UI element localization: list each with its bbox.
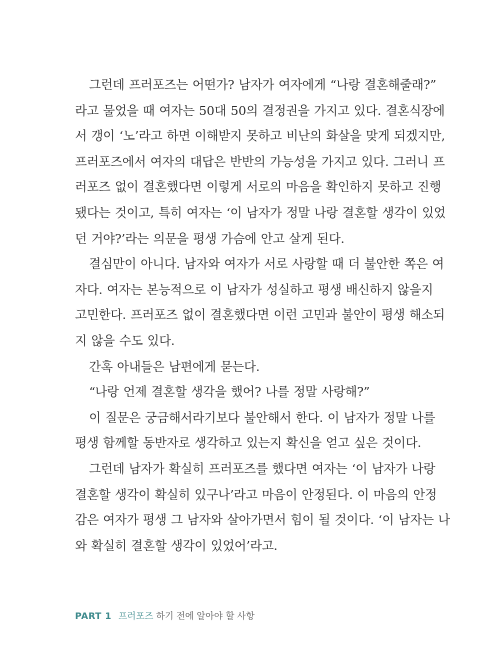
text-line: 간혹 아내들은 남편에게 묻는다. — [89, 358, 260, 374]
body-text — [75, 72, 450, 558]
text-line: 자다. 여자는 본능적으로 이 남자가 성실하고 평생 배신하지 않을지 — [75, 281, 434, 297]
text-line: 지 않을 수도 있다. — [75, 332, 175, 348]
paragraph-3 — [75, 354, 430, 380]
text-line: 프러포즈에서 여자의 대답은 반반의 가능성을 가지고 있다. 그러니 프 — [75, 153, 445, 169]
footer-keyword: 프러포즈 — [118, 612, 154, 622]
text-line: 결심만이 아니다. 남자와 여자가 서로 사랑할 때 더 불안한 쪽은 여 — [89, 256, 444, 272]
text-line: 됐다는 것이고, 특히 여자는 ‘이 남자가 정말 나랑 결혼할 생각이 있었 — [75, 204, 446, 220]
text-line: 감은 여자가 평생 그 남자와 살아가면서 힘이 될 것이다. ‘이 남자는 나 — [75, 512, 450, 528]
footer-title: 하기 전에 알아야 할 사항 — [156, 612, 255, 622]
text-line: 서 갱이 ‘노’라고 하면 이해받지 못하고 비난의 화살을 맞게 되겠지만, — [75, 128, 445, 144]
text-line: 고민한다. 프러포즈 없이 결혼했다면 이런 고민과 불안이 평생 해소되 — [75, 307, 445, 323]
paragraph-6 — [75, 456, 450, 558]
text-line: 와 확실히 결혼할 생각이 있었어’라고. — [75, 537, 278, 553]
text-line: 이 질문은 궁금해서라기보다 불안해서 한다. 이 남자가 정말 나를 — [89, 409, 436, 425]
text-line: 결혼할 생각이 확실히 있구나’라고 마음이 안정된다. 이 마음의 안정 — [75, 486, 437, 502]
text-line: 러포즈 없이 결혼했다면 이렇게 서로의 마음을 확인하지 못하고 진행 — [75, 179, 442, 195]
paragraph-2 — [75, 251, 445, 353]
text-line: 던 거야?’라는 의문을 평생 가슴에 안고 살게 된다. — [75, 230, 345, 246]
running-footer — [75, 609, 255, 622]
part-label: PART 1 — [75, 612, 112, 622]
text-line: “나랑 언제 결혼할 생각을 했어? 나를 정말 사랑해?” — [89, 384, 370, 400]
text-line: 라고 물었을 때 여자는 50대 50의 결정권을 가지고 있다. 결혼식장에 — [75, 102, 445, 118]
paragraph-4-quote — [75, 379, 430, 405]
text-line: 그런데 프러포즈는 어떤가? 남자가 여자에게 “나랑 결혼해줄래?” — [89, 77, 437, 92]
paragraph-5 — [75, 405, 436, 456]
paragraph-1 — [75, 72, 446, 251]
text-line: 그런데 남자가 확실히 프러포즈를 했다면 여자는 ‘이 남자가 나랑 — [89, 460, 436, 476]
text-line: 평생 함께할 동반자로 생각하고 있는지 확신을 얻고 싶은 것이다. — [75, 435, 422, 451]
